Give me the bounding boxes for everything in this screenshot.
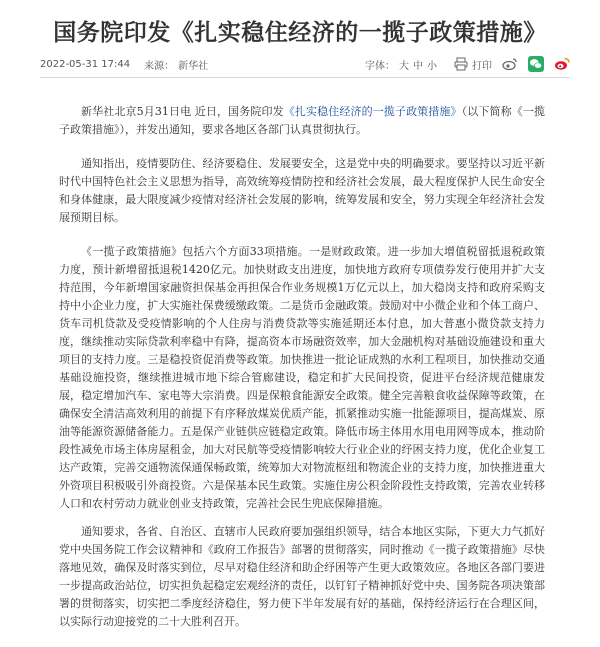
font-size-label: 字体：	[365, 60, 395, 72]
font-size-large[interactable]: 大	[399, 60, 409, 72]
source-name: 新华社	[178, 60, 209, 72]
meta-divider	[40, 77, 570, 78]
paragraph-1	[59, 103, 545, 139]
article-meta-bar	[40, 54, 570, 74]
publish-date: 2022-05-31 17:44	[40, 58, 131, 70]
wechat-icon	[528, 56, 544, 72]
paragraph-4: 通知要求，各省、自治区、直辖市人民政府要加强组织领导，结合本地区实际，下更大力气抓好党中央国务院工作会议精神和《政府工作报告》部署的贯彻落实，同时推动《一揽子政策措施》尽快落地见效，确保及时落实到位，尽早对稳住经济和助企纾困等产生更大政策效应。各地区各部门要进一步提高政治站位，切实担负起稳定宏观经济的责任，以钉钉子精神抓好党中央、国务院各项决策部署的贯彻落实，切实把二季度经济稳住，努力使下半年发展有好的基础，保持经济运行在合理区间，以实际行动迎接党的二十大胜利召开。	[59, 525, 545, 628]
font-size-control	[365, 57, 437, 72]
share-weibo-button[interactable]	[502, 56, 518, 72]
weibo-icon	[502, 56, 518, 72]
print-label: 打印	[472, 60, 492, 72]
font-size-medium[interactable]: 中	[413, 60, 423, 72]
paragraph-1-pre: 新华社北京5月31日电 近日，国务院印发	[81, 105, 284, 118]
paragraph-2: 通知指出，疫情要防住、经济要稳住、发展要安全，这是党中央的明确要求。要坚持以习近平新时代中国特色社会主义思想为指导，高效统筹疫情防控和经济社会发展，最大程度保护人民生命安全和身体健康，最大限度减少疫情对经济社会发展的影响，统筹发展和安全，努力实现全年经济社会发展预期目标。	[59, 157, 545, 224]
print-button[interactable]	[453, 56, 492, 72]
share-weibo-red-button[interactable]	[554, 56, 570, 72]
policy-doc-link[interactable]: 《扎实稳住经济的一揽子政策措施》	[283, 105, 462, 118]
share-wechat-button[interactable]	[528, 56, 544, 72]
source-label: 来源：	[144, 60, 175, 72]
weibo-share-icon	[554, 56, 570, 72]
article-body	[59, 103, 545, 647]
print-icon	[453, 56, 469, 72]
paragraph-1-post: （以下简称《一揽子政策措施》），并发出通知，要求各地区各部门认真贯彻执行。	[59, 105, 546, 136]
page-title: 国务院印发《扎实稳住经济的一揽子政策措施》	[53, 20, 547, 46]
font-size-small[interactable]: 小	[427, 60, 437, 72]
paragraph-3: 《一揽子政策措施》包括六个方面33项措施。一是财政政策。进一步加大增值税留抵退税政策力度，预计新增留抵退税1420亿元。加快财政支出进度，加快地方政府专项债券发行使用并扩大支持范围，今年新增国家融资担保基金再担保合作业务规模1万亿元以上，加大稳岗支持和政府采购支持中小企业力度，扩大实施社保费缓缴政策。二是货币金融政策。鼓励对中小微企业和个体工商户、货车司机贷款及受疫情影响的个人住房与消费贷款等实施延期还本付息，加大普惠小微贷款支持力度，继续推动实际贷款利率稳中有降，提高资本市场融资效率，加大金融机构对基础设施建设和重大项目的支持力度。三是稳投资促消费等政策。加快推进一批论证成熟的水利工程项目，加快推动交通基础设施投资，继续推进城市地下综合管廊建设，稳定和扩大民间投资，促进平台经济规范健康发展，稳定增加汽车、家电等大宗消费。四是保粮食能源安全政策。健全完善粮食收益保障等政策，在确保安全清洁高效利用的前提下有序释放煤炭优质产能，抓紧推动实施一批能源项目，提高煤炭、原油等能源资源储备能力。五是保产业链供应链稳定政策。降低市场主体用水用电用网等成本，推动阶段性减免市场主体房屋租金，加大对民航等受疫情影响较大行业企业的纾困支持力度，优化企业复工达产政策，完善交通物流保通保畅政策，统筹加大对物流枢纽和物流企业的支持力度，加快推进重大外资项目积极吸引外商投资。六是保基本民生政策。实施住房公积金阶段性支持政策，完善农业转移人口和农村劳动力就业创业支持政策，完善社会民生兜底保障措施。	[59, 245, 545, 510]
